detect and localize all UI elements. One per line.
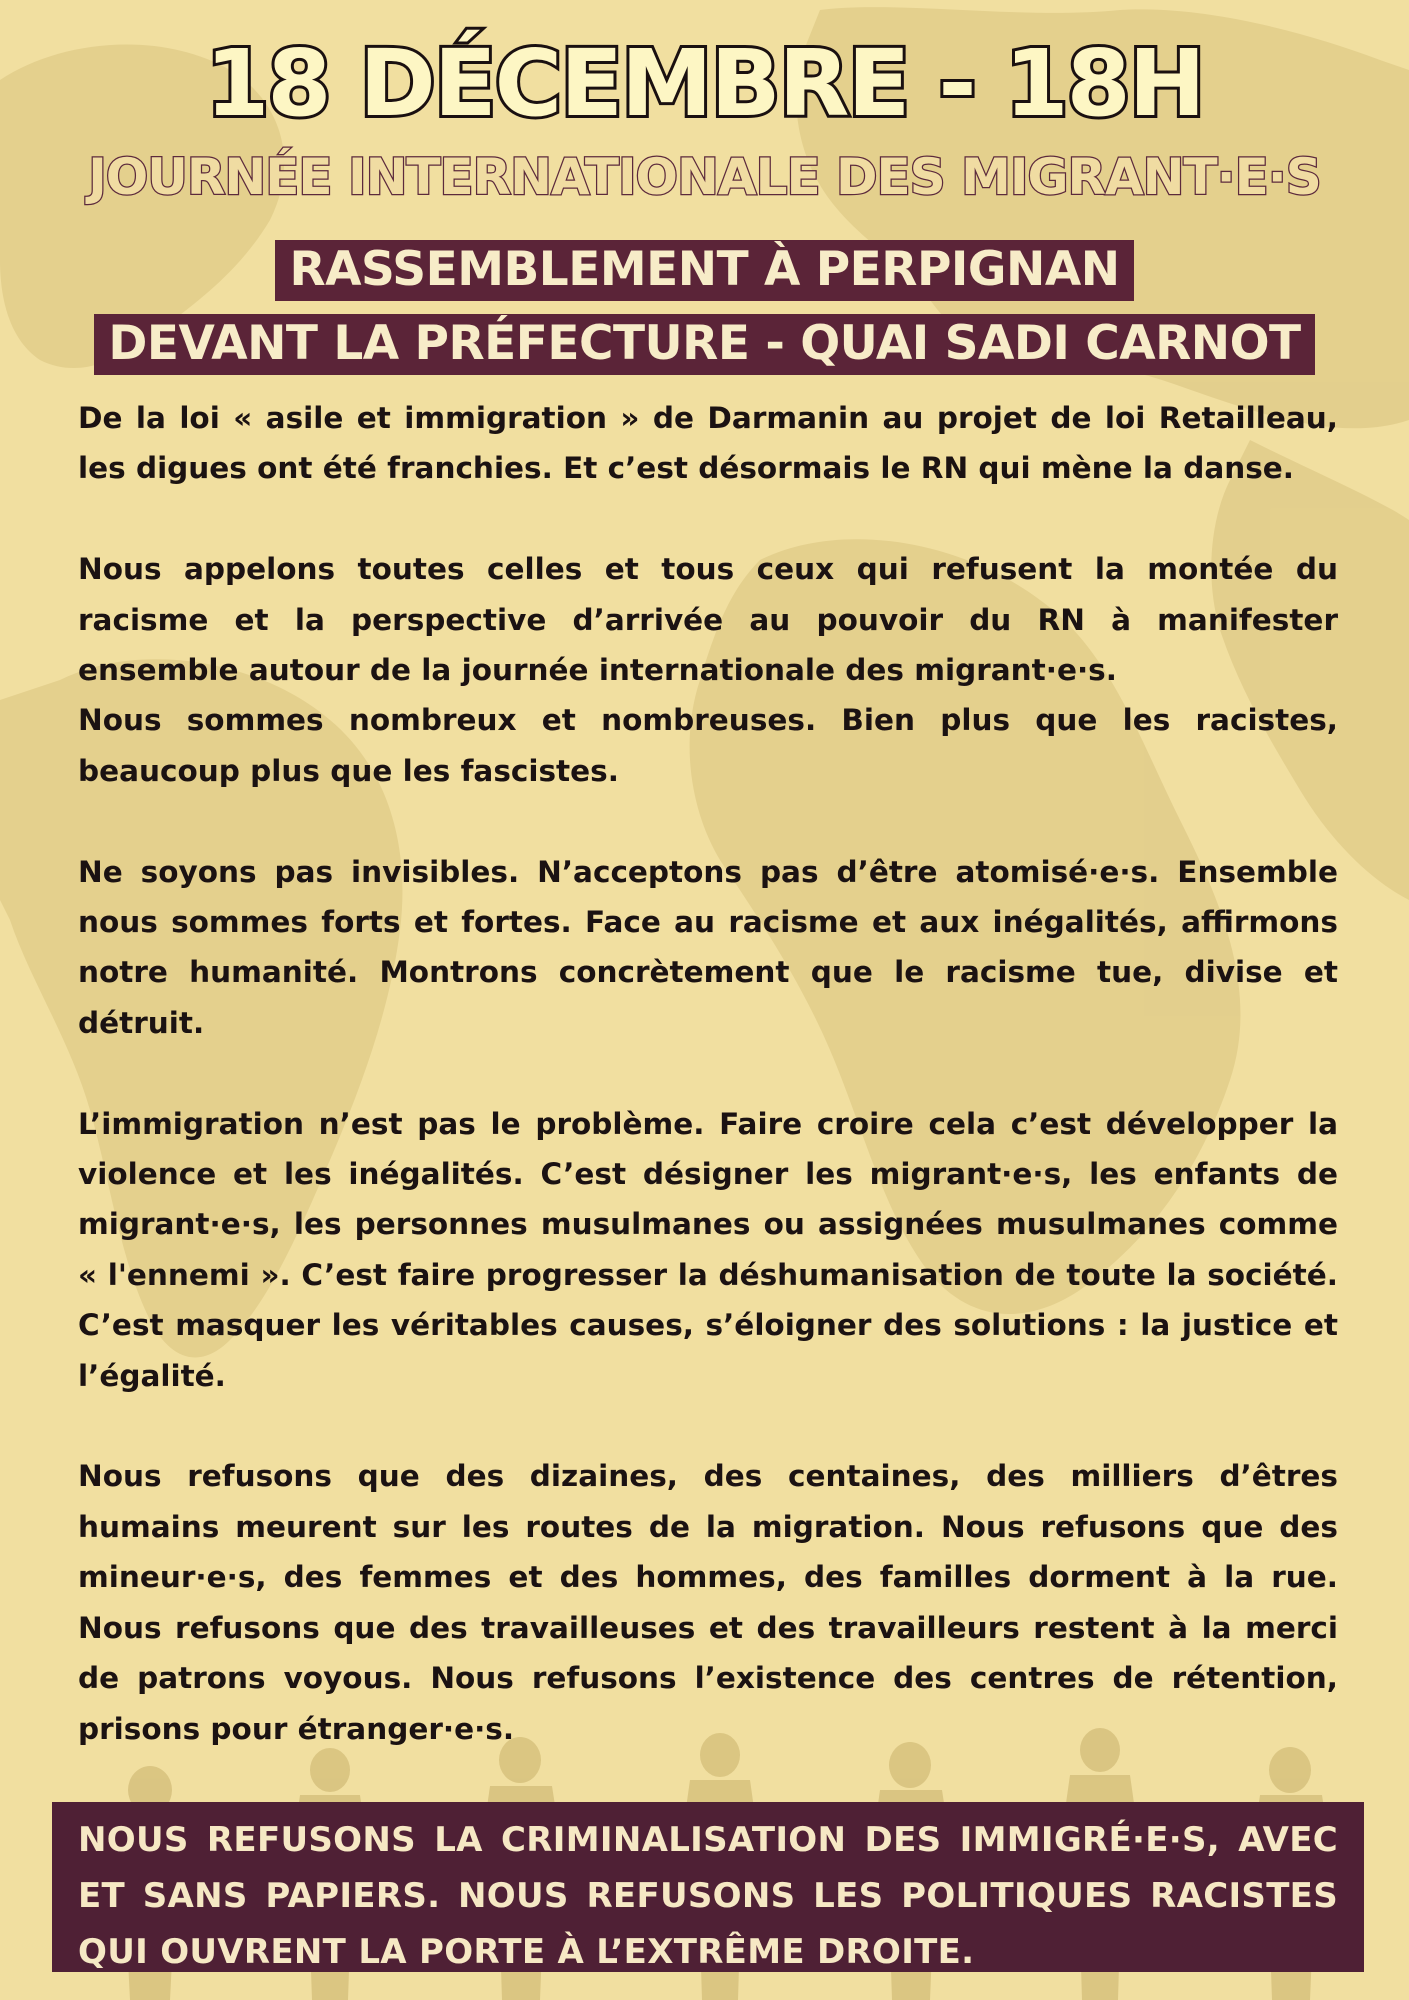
event-subtitle: JOURNÉE INTERNATIONALE DES MIGRANT·E·S [88,148,1321,206]
paragraph-1: De la loi « asile et immigration » de Darmanin au projet de loi Retailleau, les digues ont été franchies. Et c’est désormais le RN qui mène la danse. [78,401,1338,486]
paragraph-5: L’immigration n’est pas le problème. Faire croire cela c’est développer la violence et les inégalités. C’est désigner les migrant·e·s, les enfants de migrant·e·s, les personnes musulmanes ou assignées musulmanes comme « l'ennemi ». C’est faire progresser la déshumanisation de toute la société. C’est masquer les véritables causes, s’éloigner des solutions : la justice et l’égalité. [78,1106,1338,1393]
location-banner-2-text: DEVANT LA PRÉFECTURE - QUAI SADI CARNOT [94,314,1314,375]
paragraph-3: Nous sommes nombreux et nombreuses. Bien plus que les racistes, beaucoup plus que les fascistes. [78,703,1338,788]
paragraph-6: Nous refusons que des dizaines, des centaines, des milliers d’êtres humains meurent sur les routes de la migration. Nous refusons que des mineur·e·s, des femmes et des hommes, des familles dorment à la rue. Nous refusons que des travailleuses et des travailleurs restent à la merci de patrons voyous. Nous refusons l’existence des centres de rétention, prisons pour étranger·e·s. [78,1459,1338,1746]
event-date-title: 18 DÉCEMBRE - 18H [205,30,1204,137]
location-banner-1 [0,240,1409,301]
paragraph-2: Nous appelons toutes celles et tous ceux qui refusent la montée du racisme et la perspective d’arrivée au pouvoir du RN à manifester ensemble autour de la journée internationale des migrant·e·s. [78,552,1338,688]
paragraph-4: Ne soyons pas invisibles. N’acceptons pas d’être atomisé·e·s. Ensemble nous sommes forts et fortes. Face au racisme et aux inégalités, affirmons notre humanité. Montrons concrètement que le racisme tue, divise et détruit. [78,854,1338,1040]
closing-statement: NOUS REFUSONS LA CRIMINALISATION DES IMMIGRÉ·E·S, AVEC ET SANS PAPIERS. NOUS REFUSONS LES POLITIQUES RACISTES QUI OUVRENT LA PORTE À L’EXTRÊME DROITE. [78,1820,1338,1972]
body-text [78,393,1338,1754]
location-banner-1-text: RASSEMBLEMENT À PERPIGNAN [275,240,1133,301]
location-banner-2 [0,314,1409,375]
closing-statement-box [52,1802,1364,1972]
